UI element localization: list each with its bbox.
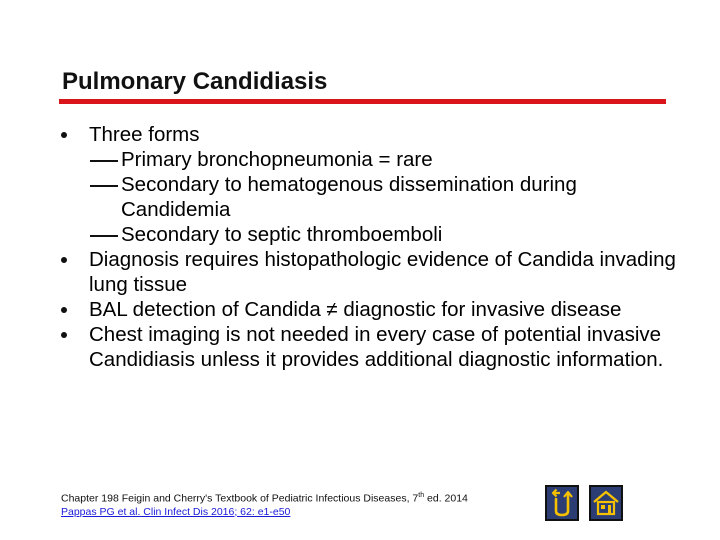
bullet-icon (61, 257, 67, 263)
bullet-item (58, 247, 678, 297)
sub-bullet-text: Secondary to hematogenous dissemination during Candidemia (121, 173, 577, 221)
citation-superscript: th (418, 492, 425, 499)
bullet-icon (61, 307, 67, 313)
bullet-item (58, 297, 678, 322)
dash-icon (90, 185, 118, 187)
sub-bullet-item (58, 222, 678, 247)
sub-bullet-item (58, 147, 678, 172)
return-arrow-icon (547, 487, 577, 519)
slide-title: Pulmonary Candidiasis (62, 68, 328, 95)
bullet-text: Three forms (89, 123, 200, 146)
bullet-text: Diagnosis requires histopathologic evidence of Candida invading lung tissue (89, 248, 676, 296)
bullet-text: Chest imaging is not needed in every case of potential invasive Candidiasis unless it provides additional diagnostic information. (89, 323, 664, 371)
sub-bullet-item (58, 172, 678, 222)
sub-bullet-text: Secondary to septic thromboemboli (121, 223, 443, 246)
back-button[interactable] (545, 485, 579, 521)
reference-link[interactable]: Pappas PG et al. Clin Infect Dis 2016; 62: e1-e50 (61, 505, 291, 518)
home-icon (591, 487, 621, 519)
bullet-text: BAL detection of Candida ≠ diagnostic for invasive disease (89, 298, 622, 321)
bullet-icon (61, 332, 67, 338)
citation-main: Chapter 198 Feigin and Cherry's Textbook of Pediatric Infectious Diseases, 7 (61, 492, 419, 505)
home-button[interactable] (589, 485, 623, 521)
citation-text (61, 489, 468, 506)
dash-icon (90, 160, 118, 162)
footer-citation (61, 489, 468, 519)
bullet-icon (61, 132, 67, 138)
bullet-item (58, 322, 678, 372)
sub-bullet-text: Primary bronchopneumonia = rare (121, 148, 433, 171)
slide-body (58, 122, 678, 372)
citation-edition: ed. 2014 (424, 492, 468, 505)
title-divider (59, 99, 666, 104)
bullet-item (58, 122, 678, 147)
dash-icon (90, 235, 118, 237)
